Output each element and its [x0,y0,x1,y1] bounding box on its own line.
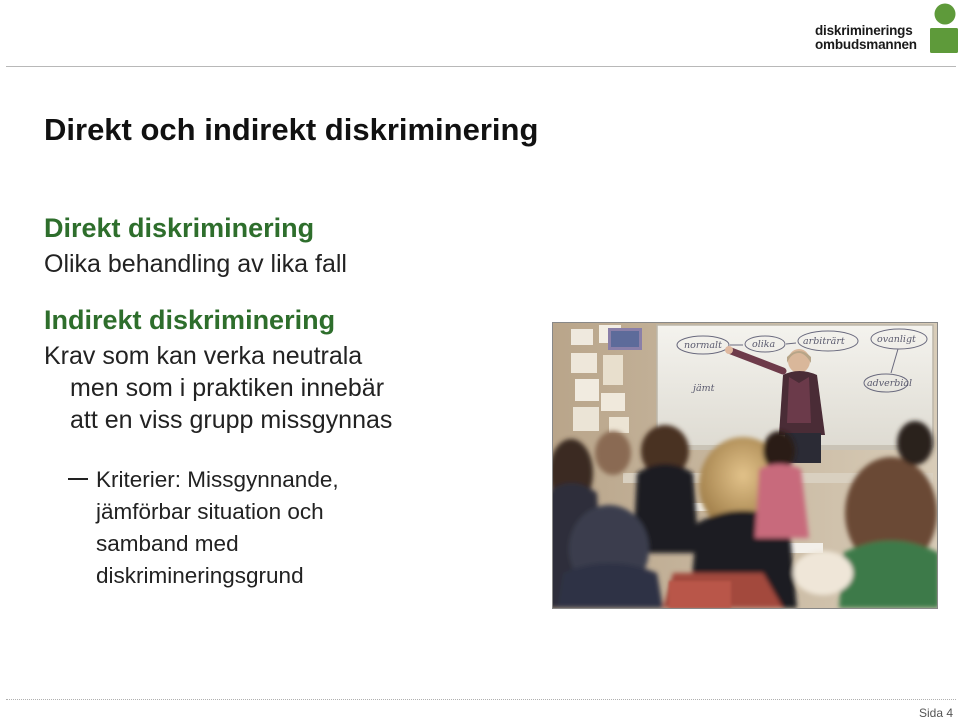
board-word-ovanligt: ovanligt [877,334,916,345]
criteria-line-1: Kriterier: Missgynnande, [96,467,339,492]
direct-heading: Direkt diskriminering [44,213,315,243]
indirect-line-2: men som i praktiken innebär [70,374,385,402]
logo-line-2: ombudsmannen [815,37,917,52]
header-divider [6,66,956,67]
logo-line-1: diskriminerings [815,23,913,38]
indirect-line-3: att en viss grupp missgynnas [70,406,393,434]
direct-text: Olika behandling av lika fall [44,250,347,278]
indirect-heading: Indirekt diskriminering [44,305,336,335]
board-word-jamt: jämt [693,383,715,394]
slide-title: Direkt och indirekt diskriminering [44,112,539,147]
criteria-line-4: diskrimineringsgrund [96,563,304,588]
board-word-adverbial: adverbial [867,378,913,389]
logo [815,2,958,58]
page-number: Sida 4 [918,706,953,720]
board-word-normalt: normalt [684,340,722,351]
figure-logo-icon [921,2,959,56]
classroom-illustration [553,323,937,608]
classroom-photo [552,322,938,609]
criteria-line-2: jämförbar situation och [96,499,324,524]
dash-bullet-icon [68,478,88,480]
board-word-arbitrart: arbiträrt [803,336,845,347]
board-word-olika: olika [752,339,776,350]
footer-divider [6,699,956,700]
criteria-item [44,464,514,592]
logo-text [815,24,917,52]
indirect-line-1: Krav som kan verka neutrala [44,342,363,370]
criteria-line-3: samband med [96,531,239,556]
slide-content [44,208,514,592]
